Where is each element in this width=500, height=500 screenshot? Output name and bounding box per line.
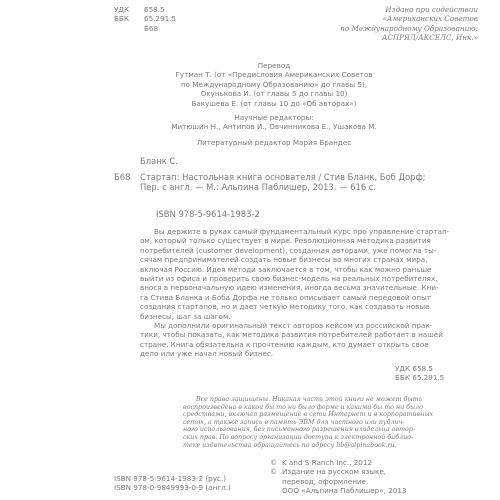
- science-editors-names: Митюшин Н., Антипов И., Овчинникова Е., Ушакова М.: [171, 122, 377, 132]
- udk-code: УДК 658.5: [114, 5, 165, 14]
- translation-heading: Перевод: [257, 61, 291, 70]
- translation-credits: Перевод Гутман Т. (от «Предисловия Американских Советов по Международному Образованию» до главы 5), Окунькова И. (от главы 5 до главы 10) Бакушева Е. (от главы 10 до «Об авторах»): [95, 61, 453, 108]
- copyright-symbol: ©: [270, 467, 278, 477]
- bib-code: Б68: [114, 172, 131, 182]
- literary-editor: Литературный редактор Мария Брандес: [196, 138, 352, 147]
- copyright-symbol: ©: [270, 458, 278, 467]
- abstract: [140, 227, 450, 359]
- copyright-line: ООО «Альпина Паблишер», 2013: [282, 486, 407, 496]
- abstract-paragraph-1: Вы держите в руках самый фундаментальный курс про управление стартап- ом, который только существует в мире. Революционная методика развития потребителей (customer development), созданная авторами, уже помогла ты- сячам предпринимателей создать новые бизнесы во многих странах мира, включая Россию. Идея методи заключается в том, чтобы как можно раньше выйти из офиса и проверить свою бизнес-модель на реальных потребителях, внося в первоначальную идею изменения, иногда весьма значительные. Кни- га Стива Бланка и Боба Дорфа не только описывает самый передовой опыт создания стартапов, но и дает четкую методику того, как создавать новые бизнесы, шаг за шагом.: [140, 227, 450, 321]
- isbn-list: ISBN 978-5-9614-1983-2 (рус.) ISBN 978-0-9849993-0-9 (англ.): [114, 474, 231, 493]
- bib-author: Бланк С.: [140, 156, 178, 166]
- bbk-code: ББК 65.291.5: [114, 14, 177, 24]
- publisher-support-note: Издано при содействии «Американских Советов по Международному Образованию: АСПРЯЛ/АКСЕЛС, Инк.»: [340, 5, 478, 43]
- author-mark: Б68: [144, 23, 159, 33]
- science-editors-heading: Научные редакторы:: [234, 113, 314, 122]
- bib-description: Стартап: Настольная книга основателя / Стив Бланк, Боб Дорф; Пер. с англ. — М.: Альпина Паблишер, 2013. — 616 с.: [140, 172, 426, 193]
- copyright-line: перевод, оформление.: [282, 476, 369, 486]
- abstract-paragraph-2: Мы дополнили оригинальный текст авторов кейсом из российской прак- тики, чтобы показать, как методика развития потребителей работает в нашей стране. Книга обязательна к прочтению каждым, кто думает открыть свое дело или уже начал новый бизнес.: [140, 321, 443, 359]
- science-editors: [95, 113, 453, 132]
- copyright-block: [270, 458, 407, 496]
- classification-codes: [114, 5, 176, 33]
- udk-bbk-footer: УДК 658.5 ББК 65.291.5: [395, 364, 445, 383]
- copyright-line: © Издание на русском языке,: [270, 467, 387, 477]
- isbn-main: ISBN 978-5-9614-1983-2: [156, 209, 260, 219]
- rights-notice: Все права защищены. Никакая часть этой книги не может быть воспроизведена в какой бы то ни было форме и какими бы то ни было средствами, включая размещение в сети Интернет и в корпоративных сетях, а также запись в память ЭВМ для частного или публич- ного использования, без письменного разрешения владельца автор- ских прав. По вопросу организации доступа к электронной библио- теке издательства обращайтесь по адресу lib@alpinabook.ru.: [183, 396, 434, 449]
- copyright-line: © K and S Ranch Inc., 2012: [270, 458, 373, 467]
